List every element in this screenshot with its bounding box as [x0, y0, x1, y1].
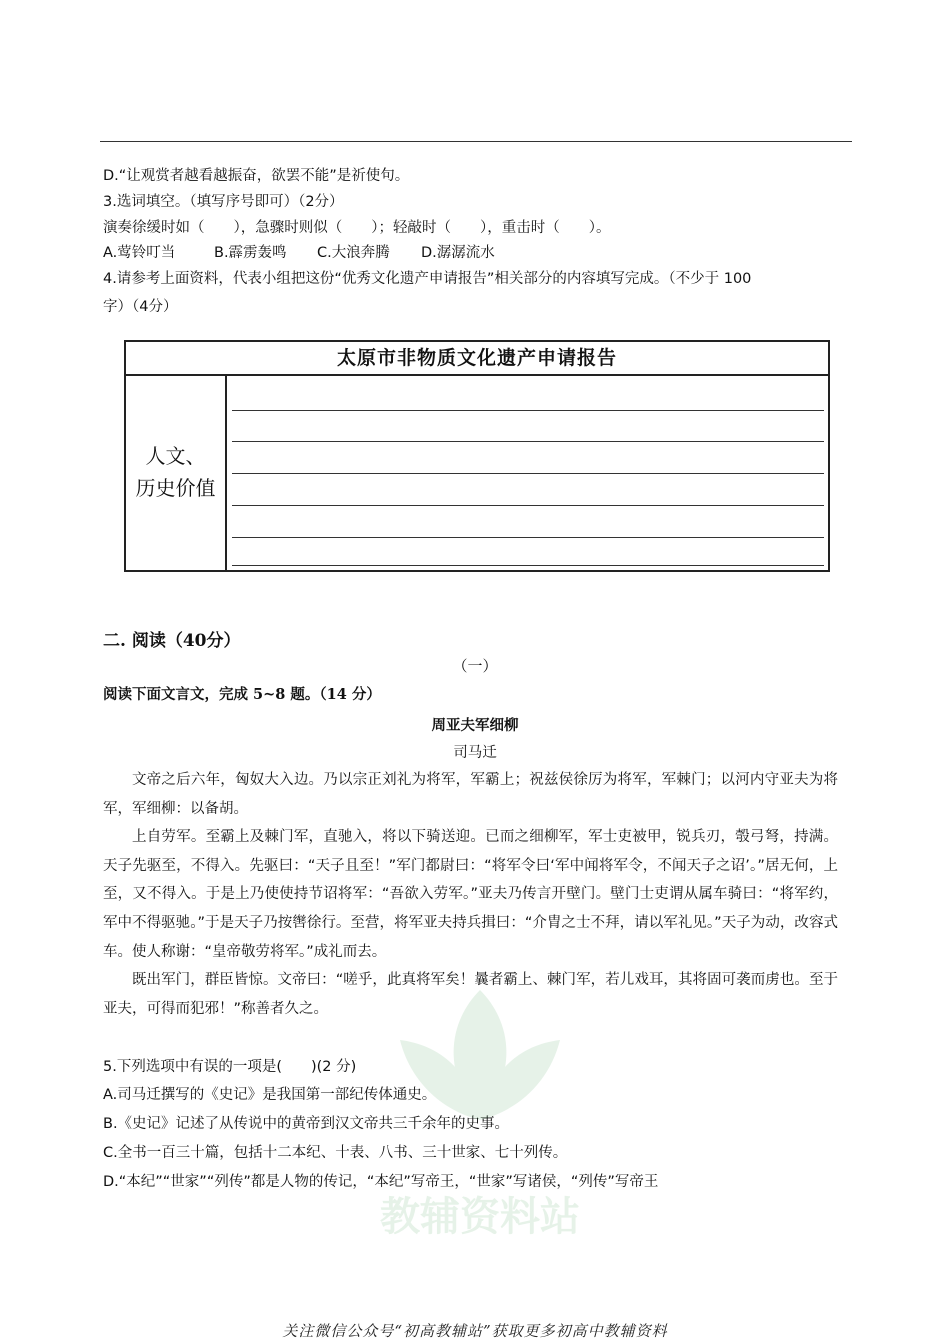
q3-option-a: A.莺铃叮当	[103, 245, 176, 261]
watermark-text: 教辅资料站	[380, 1194, 580, 1240]
report-title: 太原市非物质文化遗产申请报告	[126, 342, 828, 376]
watermark-logo	[330, 960, 630, 1250]
q3-option-d: D.潺潺流水	[421, 245, 495, 261]
q4-line1: 4.请参考上面资料，代表小组把这份“优秀文化遗产申请报告”相关部分的内容填写完成。（不少于 100	[103, 271, 752, 287]
top-divider	[100, 141, 852, 142]
answer-line[interactable]	[232, 505, 824, 506]
reading-instruction: 阅读下面文言文，完成 5~8 题。（14 分）	[103, 686, 381, 703]
article-paragraph: 上自劳军。至霸上及棘门军，直驰入，将以下骑送迎。已而之细柳军，军士吏被甲，锐兵刃，彀弓弩，持满。天子先驱至，不得入。先驱曰：“天子且至！”军门都尉曰：“将军令曰‘军中闻将军令，不闻天子之诏’。”居无何，上至，又不得入。于是上乃使使持节诏将军：“吾欲入劳军。”亚夫乃传言开壁门。壁门士吏谓从属车骑曰：“将军约，军中不得驱驰。”于是天子乃按辔徐行。至营，将军亚夫持兵揖曰：“介胄之士不拜，请以军礼见。”天子为动，改容式车。使人称谢：“皇帝敬劳将军。”成礼而去。	[103, 829, 838, 960]
article-paragraph: 文帝之后六年，匈奴大入边。乃以宗正刘礼为将军，军霸上；祝兹侯徐厉为将军，军棘门；以河内守亚夫为将军，军细柳：以备胡。	[103, 772, 838, 817]
q5-option-b: B.《史记》记述了从传说中的黄帝到汉文帝共三千余年的史事。	[103, 1116, 510, 1132]
q3-option-c: C.大浪奔腾	[317, 245, 390, 261]
q3-options	[103, 243, 495, 263]
report-label	[126, 374, 227, 570]
part-number: （一）	[452, 657, 498, 675]
q5-option-d: D.“本纪”“世家”“列传”都是人物的传记，“本纪”写帝王，“世家”写诸侯，“列传”写帝王	[103, 1174, 659, 1190]
line-d: D.“让观赏者越看越振奋，欲罢不能”是祈使句。	[103, 168, 410, 184]
report-label-line1: 人文、	[145, 444, 206, 468]
q5-option-c: C.全书一百三十篇，包括十二本纪、十表、八书、三十世家、七十列传。	[103, 1145, 568, 1161]
article-paragraph: 既出军门，群臣皆惊。文帝曰：“嗟乎，此真将军矣！曩者霸上、棘门军，若儿戏耳，其将固可袭而虏也。至于亚夫，可得而犯邪！”称善者久之。	[103, 972, 838, 1017]
report-label-line2: 历史价值	[135, 476, 216, 500]
q4-line2: 字）（4分）	[103, 299, 178, 315]
article-title: 周亚夫军细柳	[431, 717, 519, 734]
q3-sentence: 演奏徐缓时如（ ），急骤时则似（ ）；轻敲时（ ），重击时（ ）。	[103, 220, 611, 236]
answer-line[interactable]	[232, 473, 824, 474]
answer-line[interactable]	[232, 410, 824, 411]
footer-note: 关注微信公众号“初高教辅站”获取更多初高中教辅资料	[282, 1322, 668, 1340]
section-title: 二. 阅读（40分）	[103, 631, 241, 651]
q3-title: 3.选词填空。（填写序号即可）（2分）	[103, 194, 344, 210]
answer-line[interactable]	[232, 441, 824, 442]
answer-line[interactable]	[232, 537, 824, 538]
report-table	[124, 340, 830, 572]
answer-line[interactable]	[232, 565, 824, 566]
q5-stem: 5.下列选项中有误的一项是( )(2 分)	[103, 1059, 357, 1075]
q3-option-b: B.霹雳轰鸣	[214, 245, 287, 261]
q5-option-a: A.司马迁撰写的《史记》是我国第一部纪传体通史。	[103, 1087, 437, 1103]
article-author: 司马迁	[453, 745, 497, 761]
